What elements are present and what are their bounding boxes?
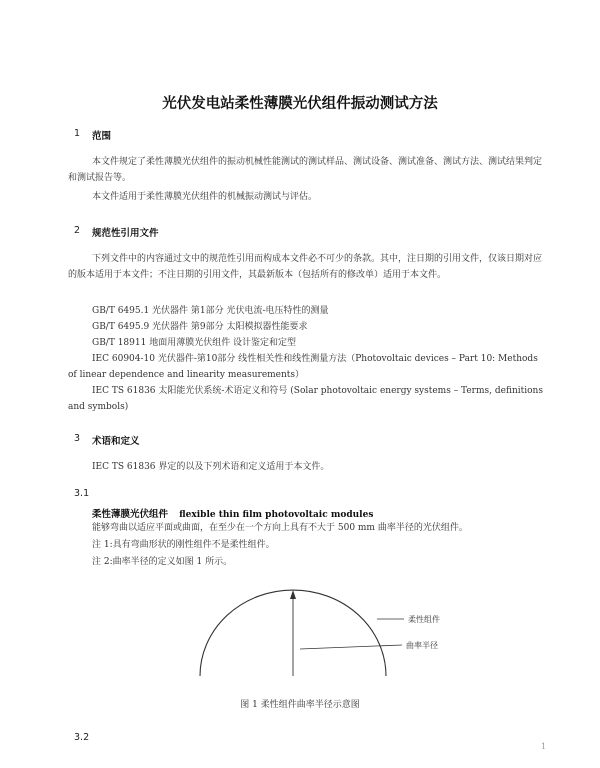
- section-2-number: 2: [74, 225, 81, 236]
- section-3-heading: 术语和定义: [92, 436, 140, 447]
- section-1-paragraph-1: 本文件规定了柔性薄膜光伏组件的振动机械性能测试的测试样品、测试设备、测试准备、测试方法、测试结果判定和测试报告等。: [68, 157, 543, 183]
- term-definition: 能够弯曲以适应平面或曲面，在至少在一个方向上具有不大于 500 mm 曲率半径的光伏组件。: [92, 523, 468, 533]
- radius-arrowhead-icon: [290, 590, 296, 599]
- section-1-paragraph-2: 本文件适用于柔性薄膜光伏组件的机械振动测试与评估。: [92, 192, 318, 202]
- reference-item: GB/T 18911 地面用薄膜光伏组件 设计鉴定和定型: [92, 338, 297, 348]
- section-2-intro: 下列文件中的内容通过文中的规范性引用而构成本文件必不可少的条款。其中，注日期的引用文件，仅该日期对应的版本适用于本文件；不注日期的引用文件，其最新版本（包括所有的修改单）适用于本文件。: [68, 254, 543, 280]
- reference-item: IEC 60904-10 光伏器件-第10部分 线性相关性和线性测量方法（Photovoltaic devices – Part 10: Methods of linear dependence and linearity measurements）: [68, 354, 538, 380]
- section-3-intro: IEC TS 61836 界定的以及下列术语和定义适用于本文件。: [92, 462, 330, 472]
- section-1-number: 1: [74, 128, 81, 139]
- next-term-number: 3.2: [74, 732, 90, 743]
- term-title: [92, 502, 373, 521]
- page-number: 1: [541, 742, 547, 751]
- leader-line-radius: [300, 645, 402, 649]
- curvature-radius-figure: [190, 574, 500, 689]
- figure-caption: 图 1 柔性组件曲率半径示意图: [240, 700, 360, 710]
- section-1-heading: 范围: [92, 131, 112, 142]
- term-note-2: 注 2:曲率半径的定义如图 1 所示。: [92, 557, 233, 567]
- section-3-number: 3: [74, 433, 81, 444]
- document-title: 光伏发电站柔性薄膜光伏组件振动测试方法: [162, 96, 438, 112]
- figure-label-radius: 曲率半径: [406, 641, 438, 650]
- reference-item: GB/T 6495.1 光伏器件 第1部分 光伏电流-电压特性的测量: [92, 306, 329, 316]
- reference-item: GB/T 6495.9 光伏器件 第9部分 太阳模拟器性能要求: [92, 322, 308, 332]
- term-number: 3.1: [74, 488, 90, 499]
- term-english: flexible thin film photovoltaic modules: [179, 510, 374, 520]
- term-note-1: 注 1:具有弯曲形状的刚性组件不是柔性组件。: [92, 540, 275, 550]
- term-chinese: 柔性薄膜光伏组件: [92, 509, 169, 520]
- section-2-heading: 规范性引用文件: [92, 228, 159, 239]
- figure-label-module: 柔性组件: [408, 615, 440, 624]
- reference-item: IEC TS 61836 太阳能光伏系统-术语定义和符号 (Solar photovoltaic energy systems – Terms, definitions and symbols): [68, 386, 543, 412]
